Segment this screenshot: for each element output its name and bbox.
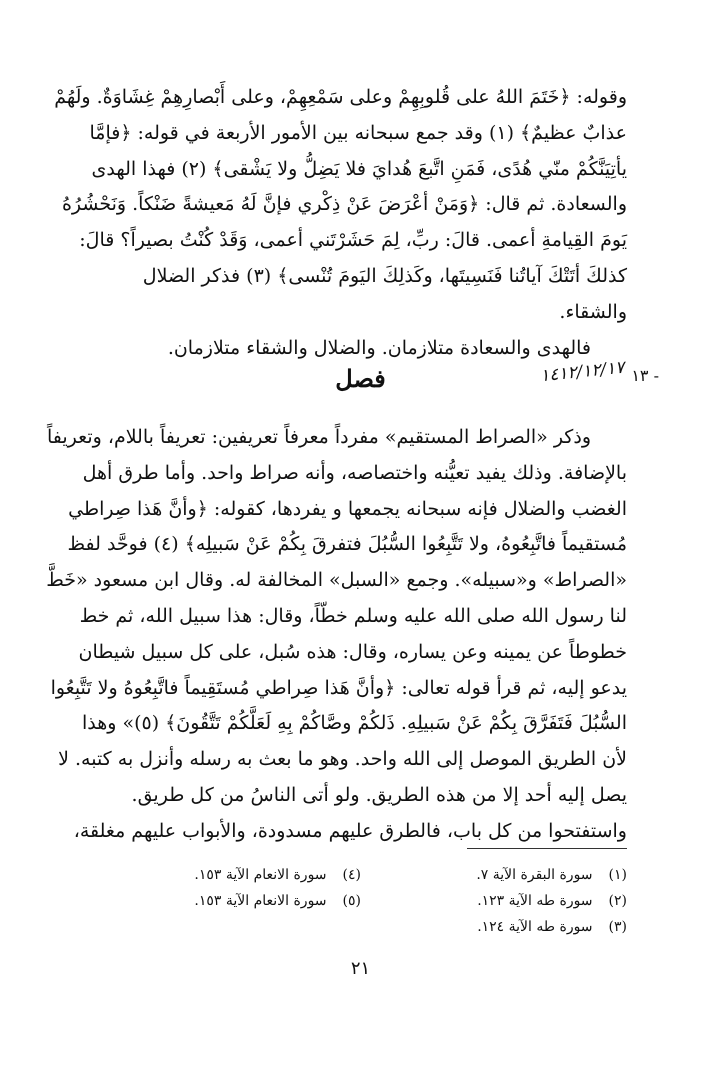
- body-line: يَومَ القِيامةِ أعمى. قالَ: ربِّ، لِمَ حَشَرْتَني أعمى، وَقَدْ كُنْتُ بصيراً؟ قالَ:: [79, 229, 627, 252]
- intro-text-block: [54, 80, 627, 366]
- body-line: وذكر «الصراط المستقيم» مفرداً معرفاً تعريفين: تعريفاً باللام، وتعريفاً: [46, 426, 591, 448]
- body-line: يدعو إليه، ثم قرأ قوله تعالى: ﴿وأنَّ هَذا صِراطي مُستَقِيماً فاتَّبِعُوهُ ولا تَتَّبِعُوا: [50, 676, 627, 699]
- footnote-number: (١): [608, 867, 627, 883]
- footnotes-left-column: [131, 862, 361, 914]
- body-line: لأن الطريق الموصل إلى الله واحد. وهو ما بعث به رسله وأنزل به كتبه. لا: [58, 748, 627, 771]
- body-line: يأتِيَنَّكُمْ منّي هُدًى، فَمَنِ اتَّبعَ هُدايَ فلا يَضِلُّ ولا يَشْقى﴾ (٢) فهذا الهدى: [91, 157, 627, 180]
- body-line: عذابٌ عظيمٌ﴾ (١) وقد جمع سبحانه بين الأمور الأربعة في قوله: ﴿فإمَّا: [89, 121, 627, 144]
- body-line: كذلكَ أتَتْكَ آياتُنا فَنَسِيتَها، وكَذلِكَ اليَومَ تُنْسى﴾ (٣) فذكر الضلال: [142, 264, 627, 287]
- footnote-item: [131, 888, 361, 914]
- body-line: مُستقيماً فاتَّبِعُوهُ، ولا تَتَّبِعُوا السُّبُلَ فتفرقَ بِكُمْ عَنْ سَبيلِه﴾ (٤) فوحَّد لفظ: [67, 533, 627, 556]
- footnote-divider: [467, 848, 627, 849]
- footnote-item: [397, 862, 627, 888]
- body-line: السُّبُلَ فَتَفَرَّقَ بِكُمْ عَنْ سَبيلِهِ. ذَلكُمْ وصَّاكُمْ بِهِ لَعَلَّكُمْ تَتَّقُونَ﴾ (٥)» وهذا: [81, 712, 627, 735]
- section-title: فصل: [335, 364, 386, 393]
- body-line: لنا رسول الله صلى الله عليه وسلم خطّاً، وقال: هذا سبيل الله، ثم خط: [79, 604, 627, 627]
- body-line: بالإضافة. وذلك يفيد تعيُّنه واختصاصه، وأنه صراط واحد. وأما طرق أهل: [82, 461, 627, 484]
- footnote-text: سورة البقرة الآية ٧.: [476, 867, 593, 883]
- body-line: خطوطاً عن يمينه وعن يساره، وقال: هذه سُبل، على كل سبيل شيطان: [78, 640, 627, 663]
- footnote-text: سورة الانعام الآية ١٥٣.: [194, 867, 327, 883]
- body-line: يصل إليه أحد إلا من هذه الطريق. ولو أتى الناسُ من كل طريق.: [131, 783, 627, 806]
- section-text-block: [46, 420, 627, 850]
- footnote-item: [397, 914, 627, 940]
- footnote-text: سورة الانعام الآية ١٥٣.: [194, 893, 327, 909]
- footnote-number: (٤): [342, 867, 361, 883]
- summary-line: فالهدى والسعادة متلازمان. والضلال والشقاء متلازمان.: [167, 336, 591, 359]
- footnote-number: (٥): [342, 893, 361, 909]
- footnotes-right-column: [397, 862, 627, 940]
- footnote-item: [397, 888, 627, 914]
- footnote-item: [131, 862, 361, 888]
- body-line: واستفتحوا من كل باب، فالطرق عليهم مسدودة، والأبواب عليهم مغلقة،: [73, 819, 627, 842]
- body-line: الغضب والضلال فإنه سبحانه يجمعها و يفردها، كقوله: ﴿وأنَّ هَذا صِراطي: [68, 497, 627, 520]
- body-line: والشقاء.: [559, 300, 627, 323]
- section-number: ١٣ -: [631, 366, 659, 385]
- footnote-number: (٣): [608, 919, 627, 935]
- body-line: وقوله: ﴿خَتَمَ اللهُ على قُلوبِهِمْ وعلى سَمْعِهِمْ، وعلى أَبْصارِهِمْ غِشَاوَةٌ. ولَهُمْ: [54, 86, 627, 108]
- handwritten-date-note: ١٤١٢/١٢/١٧: [539, 357, 626, 387]
- body-line: «الصراط» و«سبيله». وجمع «السبل» المخالفة له. وقال ابن مسعود «خَطَّ: [46, 569, 627, 592]
- footnote-text: سورة طه الآية ١٢٤.: [477, 919, 593, 935]
- footnote-text: سورة طه الآية ١٢٣.: [477, 893, 593, 909]
- body-line: والسعادة. ثم قال: ﴿وَمَنْ أعْرَضَ عَنْ ذِكْري فإنَّ لَهُ مَعيشةً ضَنْكاً. وَنَحْشُرُهُ: [61, 193, 627, 216]
- section-header: [0, 357, 721, 402]
- page-number: ٢١: [350, 958, 371, 979]
- footnote-number: (٢): [608, 893, 627, 909]
